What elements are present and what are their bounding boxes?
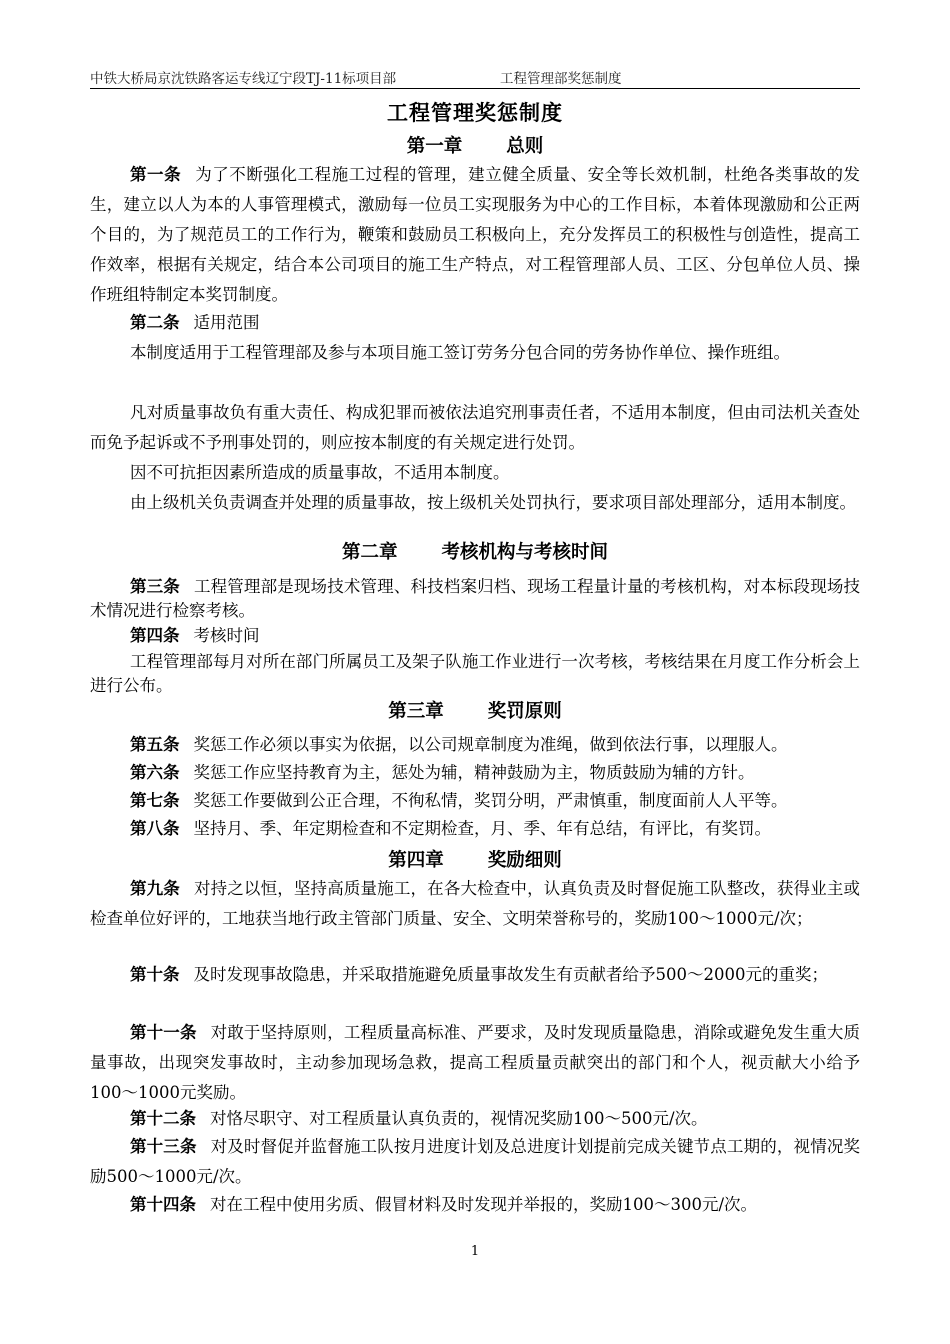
page-number: 1 <box>470 1244 480 1259</box>
chapter-4-heading <box>0 846 950 872</box>
header-doc-title: 工程管理部奖惩制度 <box>500 71 622 87</box>
article-text: 奖惩工作必须以事实为依据，以公司规章制度为准绳，做到依法行事，以理服人。 <box>193 735 788 754</box>
article-text: 考核时间 <box>193 626 260 645</box>
article-text: 对及时督促并监督施工队按月进度计划及总进度计划提前完成关键节点工期的，视情况奖励500～1000元/次。 <box>90 1137 861 1186</box>
article-text: 对敢于坚持原则，工程质量高标准、严要求，及时发现质量隐患，消除或避免发生重大质量事故，出现突发事故时，主动参加现场急救，提高工程质量贡献突出的部门和个人，视贡献大小给予100～1000元奖励。 <box>90 1023 861 1102</box>
chapter-number: 第一章 <box>406 136 463 157</box>
chapter-name: 总则 <box>506 136 544 157</box>
header-project: 中铁大桥局京沈铁路客运专线辽宁段TJ-11标项目部 <box>90 71 397 87</box>
article-text: 工程管理部是现场技术管理、科技档案归档、现场工程量计量的考核机构，对本标段现场技术情况进行检察考核。 <box>90 577 861 620</box>
chapter-3-heading <box>0 697 950 723</box>
article-6 <box>90 758 860 788</box>
article-text: 为了不断强化工程施工过程的管理，建立健全质量、安全等长效机制，杜绝各类事故的发生，建立以人为本的人事管理模式，激励每一位员工实现服务为中心的工作目标，本着体现激励和公正两个目的，为了规范员工的工作行为，鞭策和鼓励员工积极向上，充分发挥员工的积极性与创造性，提高工作效率，根据有关规定，结合本公司项目的施工生产特点，对工程管理部人员、工区、分包单位人员、操作班组特制定本奖罚制度。 <box>90 165 861 304</box>
article-2-para-2: 凡对质量事故负有重大责任、构成犯罪而被依法追究刑事责任者，不适用本制度，但由司法机关查处而免予起诉或不予刑事处罚的，则应按本制度的有关规定进行处罚。 <box>90 403 860 452</box>
article-2 <box>90 308 860 338</box>
article-12 <box>90 1104 860 1134</box>
chapter-name: 考核机构与考核时间 <box>441 542 609 563</box>
chapter-1-heading <box>0 132 950 158</box>
article-label: 第十二条 <box>130 1109 196 1128</box>
article-13 <box>90 1132 860 1192</box>
article-label: 第十三条 <box>130 1137 197 1156</box>
chapter-number: 第二章 <box>341 542 398 563</box>
page-header <box>90 64 860 89</box>
article-4-para-1: 工程管理部每月对所在部门所属员工及架子队施工作业进行一次考核，考核结果在月度工作分析会上进行公布。 <box>90 652 860 695</box>
chapter-name: 奖励细则 <box>487 850 562 871</box>
article-11 <box>90 1018 860 1108</box>
article-text: 对在工程中使用劣质、假冒材料及时发现并举报的，奖励100～300元/次。 <box>210 1195 758 1214</box>
chapter-number: 第三章 <box>388 701 444 722</box>
chapter-2-heading <box>0 538 950 564</box>
article-2-para-3: 因不可抗拒因素所造成的质量事故，不适用本制度。 <box>130 463 510 482</box>
article-text: 适用范围 <box>193 313 260 332</box>
article-text: 对持之以恒，坚持高质量施工，在各大检查中，认真负责及时督促施工队整改，获得业主或检查单位好评的，工地获当地行政主管部门质量、安全、文明荣誉称号的，奖励100～1000元/次； <box>90 879 861 928</box>
article-3 <box>90 575 860 623</box>
article-label: 第五条 <box>130 735 180 754</box>
article-label: 第三条 <box>130 577 180 596</box>
article-14 <box>90 1190 860 1220</box>
article-9 <box>90 874 860 934</box>
article-10 <box>90 960 860 990</box>
article-7 <box>90 786 860 816</box>
article-text: 奖惩工作应坚持教育为主，惩处为辅，精神鼓励为主，物质鼓励为辅的方针。 <box>193 763 755 782</box>
article-label: 第八条 <box>130 819 180 838</box>
article-label: 第七条 <box>130 791 180 810</box>
article-4 <box>90 624 860 648</box>
article-text: 坚持月、季、年定期检查和不定期检查，月、季、年有总结，有评比，有奖罚。 <box>193 819 771 838</box>
article-2-para-4: 由上级机关负责调查并处理的质量事故，按上级机关处罚执行，要求项目部处理部分，适用本制度。 <box>130 493 856 512</box>
article-text: 及时发现事故隐患，并采取措施避免质量事故发生有贡献者给予500～2000元的重奖； <box>193 965 828 984</box>
chapter-number: 第四章 <box>388 850 444 871</box>
article-text: 对恪尽职守、对工程质量认真负责的，视情况奖励100～500元/次。 <box>210 1109 708 1128</box>
article-label: 第十一条 <box>130 1023 197 1042</box>
document-title: 工程管理奖惩制度 <box>387 100 563 125</box>
article-label: 第四条 <box>130 626 180 645</box>
article-8 <box>90 814 860 844</box>
article-label: 第十条 <box>130 965 180 984</box>
chapter-name: 奖罚原则 <box>487 701 562 722</box>
article-label: 第一条 <box>130 165 182 184</box>
article-2-para-1: 本制度适用于工程管理部及参与本项目施工签订劳务分包合同的劳务协作单位、操作班组。 <box>130 343 790 362</box>
article-1 <box>90 160 860 310</box>
article-label: 第六条 <box>130 763 180 782</box>
article-text: 奖惩工作要做到公正合理，不徇私情，奖罚分明，严肃慎重，制度面前人人平等。 <box>193 791 788 810</box>
article-label: 第二条 <box>130 313 180 332</box>
article-5 <box>90 730 860 760</box>
article-label: 第九条 <box>130 879 180 898</box>
article-label: 第十四条 <box>130 1195 196 1214</box>
